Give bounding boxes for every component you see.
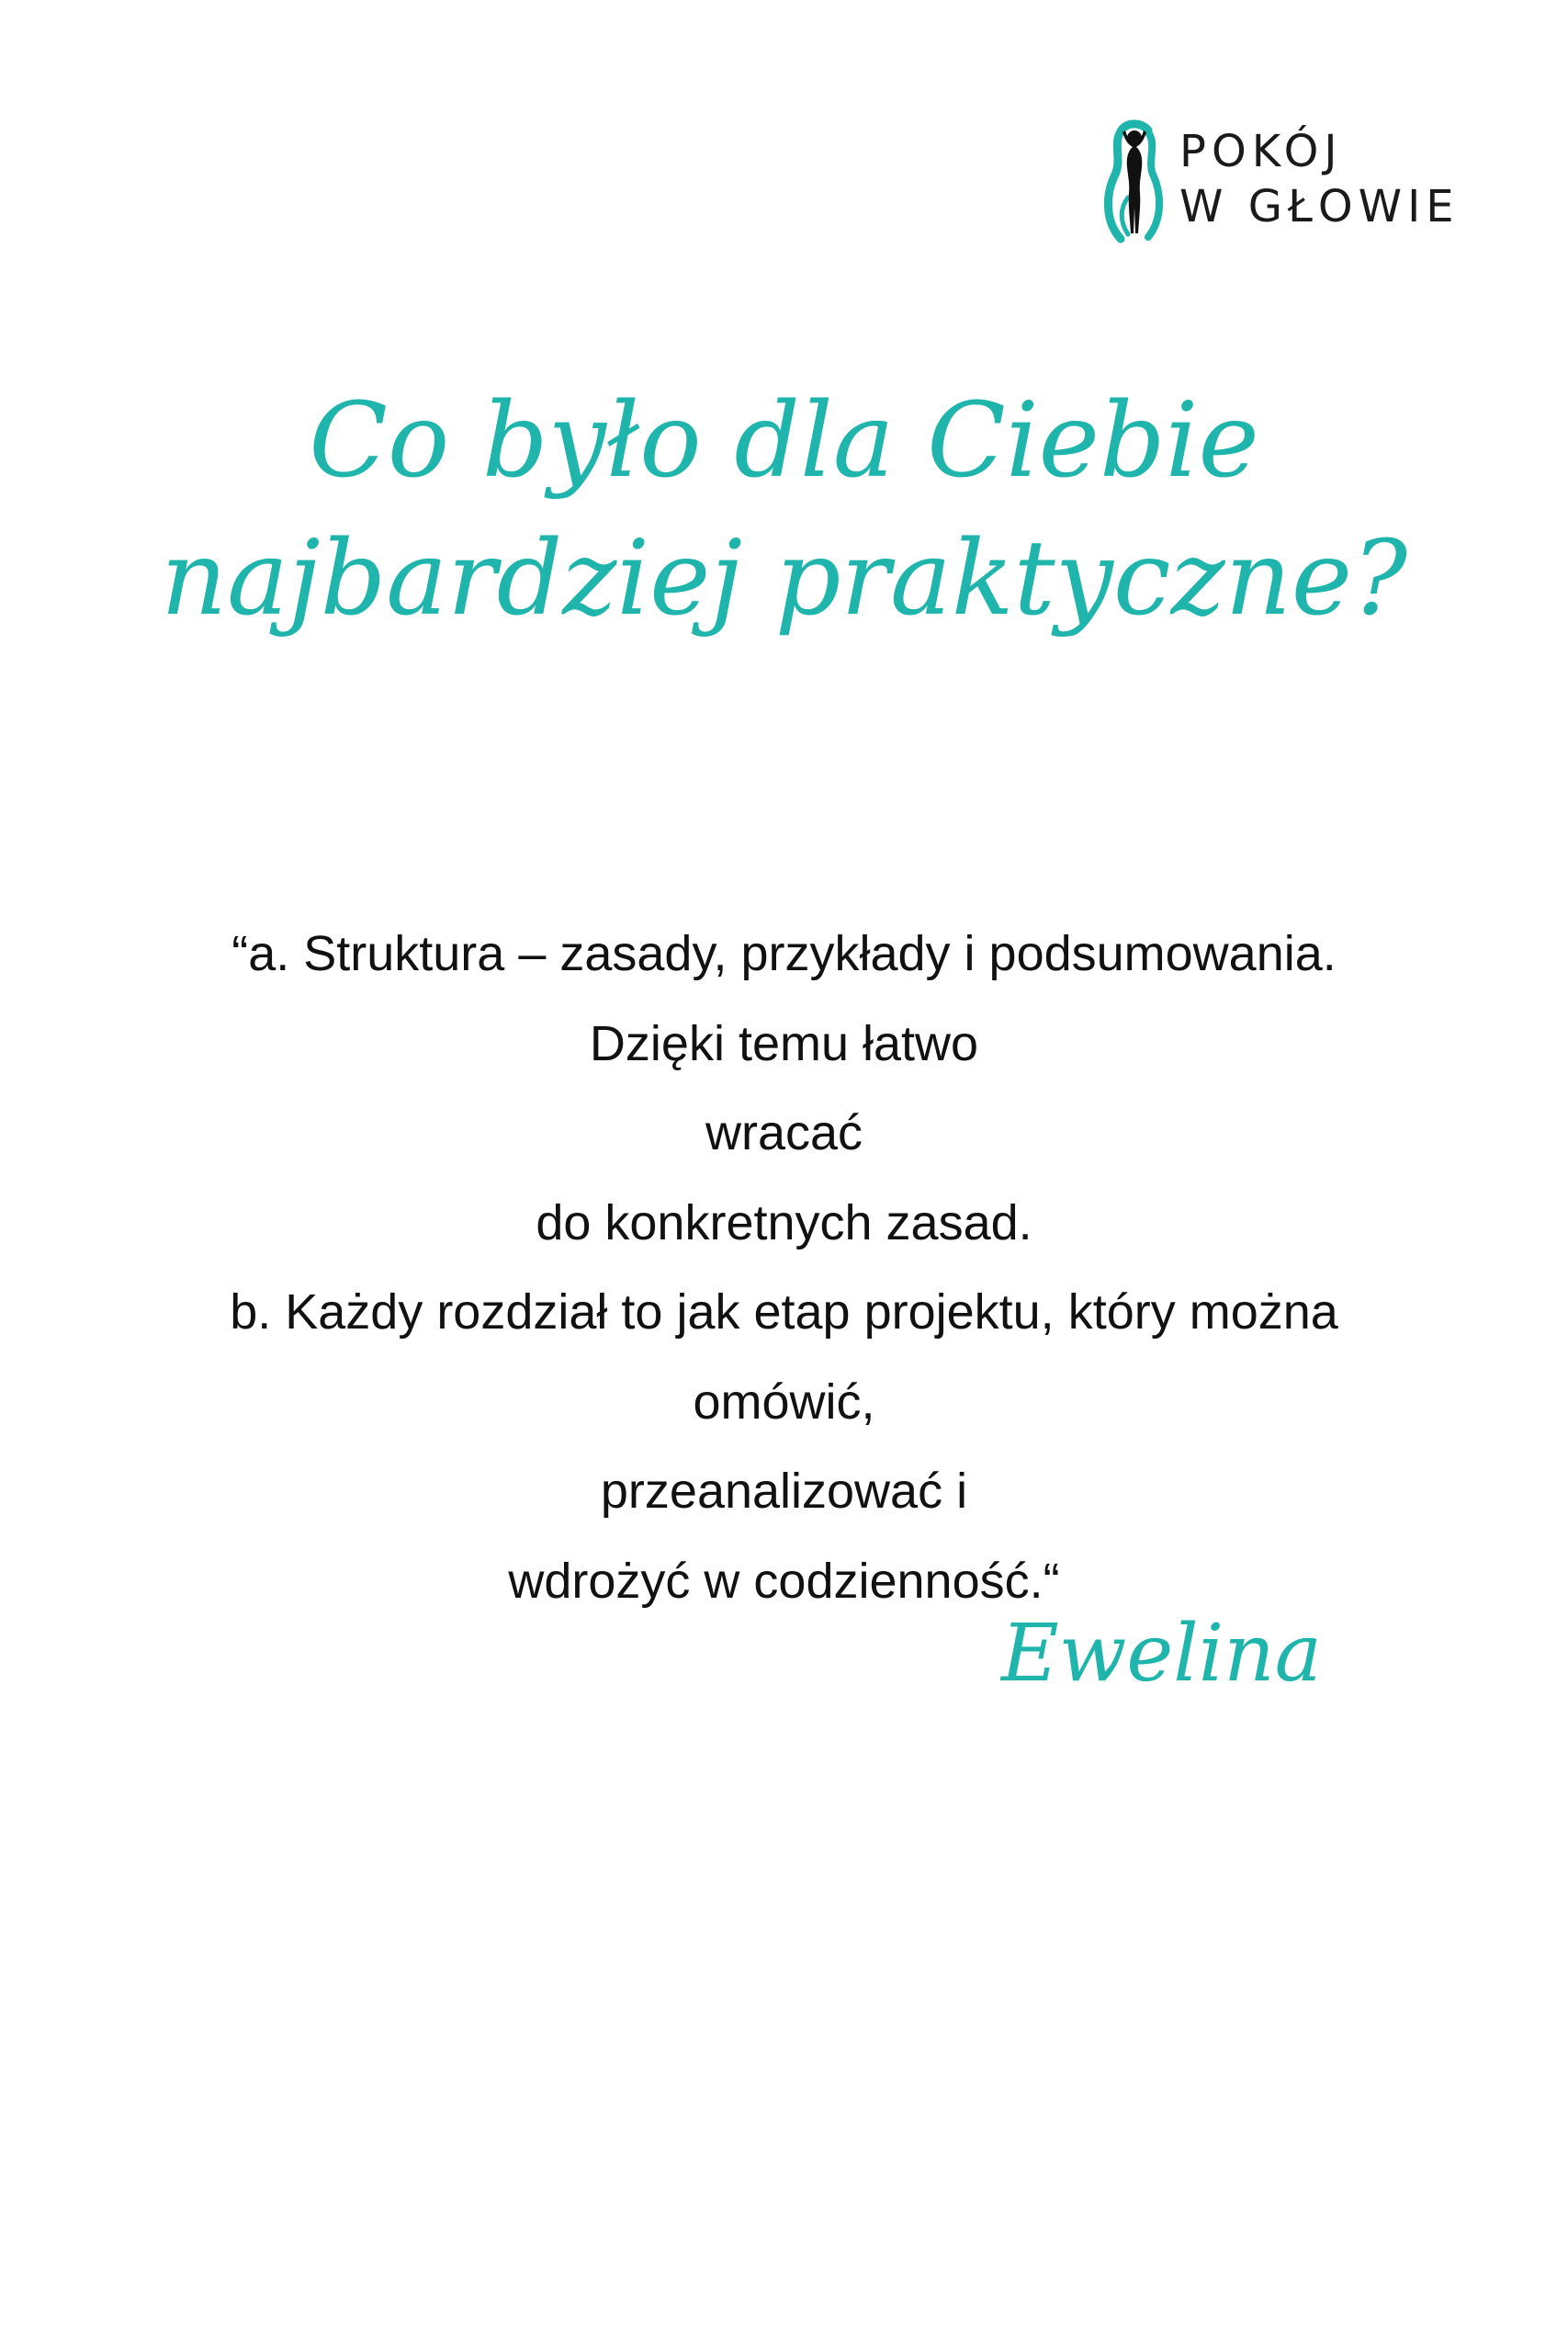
figure-silhouette-icon [1102, 119, 1167, 248]
logo-line-1: POKÓJ [1179, 126, 1343, 177]
logo-line-2: W GŁOWIE [1179, 181, 1460, 232]
quote-line: przeanalizować i [600, 1464, 968, 1519]
quote-line: “a. Struktura – zasady, przykłady i podsumowania. [231, 926, 1337, 981]
quote-line: omówić, [693, 1374, 875, 1430]
quote-line: b. Każdy rozdział to jak etap projektu, który można [230, 1284, 1338, 1340]
page-title [0, 372, 1568, 648]
logo-wordmark [1179, 124, 1460, 234]
quote-line: do konkretnych zasad. [536, 1194, 1032, 1250]
quote-line: Dzięki temu łatwo [589, 1015, 979, 1071]
brand-logo [1102, 115, 1488, 253]
title-line-1: Co było dla Ciebie [309, 381, 1259, 501]
quote-author: Ewelina [1001, 1608, 1322, 1700]
quote-line: wdrożyć w codzienność.“ [508, 1553, 1060, 1609]
quote-line: wracać [705, 1105, 863, 1160]
title-line-2: najbardziej praktyczne? [160, 519, 1408, 639]
testimonial-quote [0, 910, 1568, 1626]
